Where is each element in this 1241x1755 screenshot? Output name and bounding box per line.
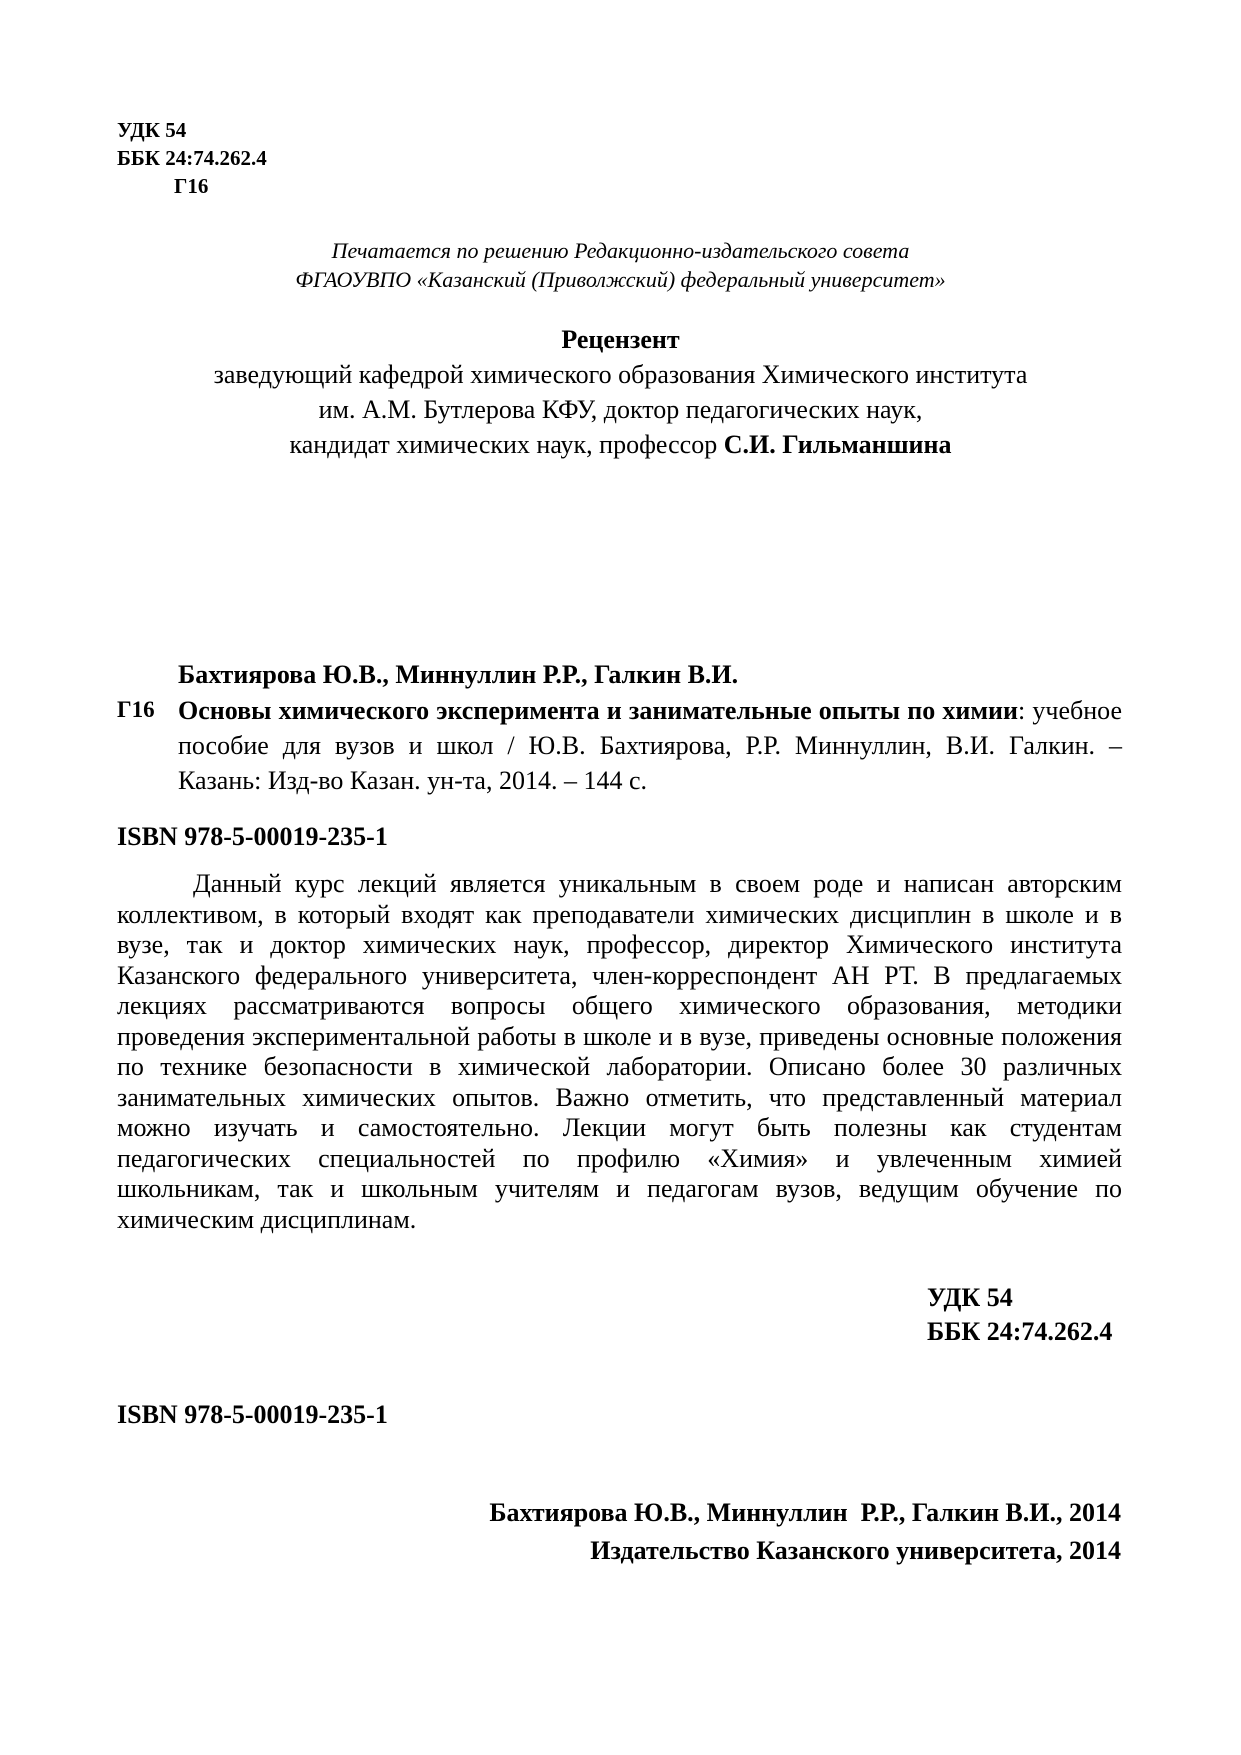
- catalog-code: Г16: [117, 697, 155, 722]
- copyright-block: [489, 1494, 1121, 1570]
- publication-note-line-2: ФГАОУВПО «Казанский (Приволжский) федеральный университет»: [295, 267, 946, 292]
- isbn: ISBN 978-5-00019-235-1: [117, 822, 388, 851]
- copyright-publisher: Издательство Казанского университета, 2014: [590, 1536, 1121, 1565]
- reviewer-name: С.И. Гильманшина: [723, 430, 952, 459]
- catalog-description: [178, 693, 1122, 798]
- annotation-paragraph: Данный курс лекций является уникальным в своем роде и написан авторским коллективом, в который входят как преподаватели химических дисциплин в школе и в вузе, так и доктор химических наук, профессор, директор Химического института Казанского федерального университета, член-корреспондент АН РТ. В предлагаемых лекциях рассматриваются вопросы общего химического образования, методики проведения экспериментальной работы в школе и в вузе, приведены основные положения по технике безопасности в химической лаборатории. Описано более 30 различных занимательных химических опытов. Важно отметить, что представленный материал можно изучать и самостоятельно. Лекции могут быть полезны как студентам педагогических специальностей по профилю «Химия» и увлеченным химией школьникам, так и школьным учителям и педагогам вузов, ведущим обучение по химическим дисциплинам.: [117, 869, 1122, 1234]
- author-mark: Г16: [174, 174, 209, 198]
- reviewer-position: кандидат химических наук, профессор: [289, 430, 718, 459]
- reviewer-line-3: [0, 427, 1241, 462]
- reviewer-block: [0, 322, 1241, 462]
- reviewer-line-2: им. А.М. Бутлерова КФУ, доктор педагогических наук,: [318, 395, 923, 424]
- publication-note-line-1: Печатается по решению Редакционно-издательского совета: [331, 238, 910, 263]
- udk-code: УДК 54: [117, 118, 187, 142]
- copyright-authors: Бахтиярова Ю.В., Миннуллин Р.Р., Галкин В.И., 2014: [489, 1498, 1121, 1527]
- reviewer-heading: Рецензент: [561, 325, 680, 354]
- reviewer-line-1: заведующий кафедрой химического образования Химического института: [213, 360, 1028, 389]
- bbk-code: ББК 24:74.262.4: [117, 146, 267, 170]
- book-title: Основы химического эксперимента и занимательные опыты по химии: [178, 696, 1019, 725]
- bbk-code-bottom: ББК 24:74.262.4: [927, 1317, 1113, 1346]
- publication-note: [0, 236, 1241, 294]
- isbn-bottom: ISBN 978-5-00019-235-1: [117, 1400, 388, 1429]
- classification-codes-top: [117, 116, 267, 200]
- catalog-authors: Бахтиярова Ю.В., Миннуллин Р.Р., Галкин В.И.: [178, 660, 739, 689]
- udk-code-bottom: УДК 54: [927, 1283, 1013, 1312]
- classification-codes-bottom: [927, 1281, 1112, 1349]
- book-bibliographic-info: : учебное пособие для вузов и школ / Ю.В. Бахтиярова, Р.Р. Миннуллин, В.И. Галкин. – Казань: Изд-во Казан. ун-та, 2014. – 144 с.: [178, 696, 1122, 795]
